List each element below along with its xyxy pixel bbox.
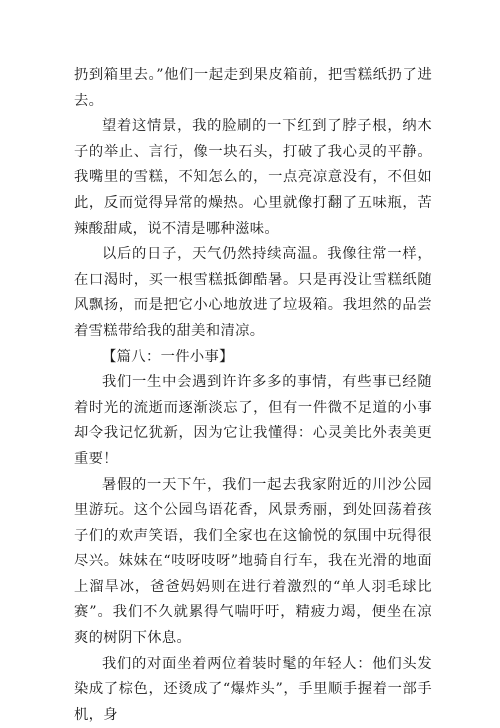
paragraph-body: 我们一生中会遇到许许多多的事情，有些事已经随着时光的流逝而逐渐淡忘了，但有一件微不足道的小事却令我记忆犹新，因为它让我懂得：心灵美比外表美更重要！ [74,374,432,467]
paragraph-continuation: 扔到箱里去。”他们一起走到果皮箱前，把雪糕纸扔了进去。 [74,67,432,109]
paragraph-body: 望着这情景，我的脸刷的一下红到了脖子根，纳木子的举止、言行，像一块石头，打破了我心灵的平静。我嘴里的雪糕，不知怎么的，一点亮凉意没有，不但如此，反而觉得异常的燥热。心里就像打翻了五味瓶，苦辣酸甜咸，说不清是哪种滋味。 [74,118,432,237]
paragraph-body: 以后的日子，天气仍然持续高温。我像往常一样，在口渴时，买一根雪糕抵御酷暑。只是再没让雪糕纸随风飘扬，而是把它小心地放进了垃圾箱。我坦然的品尝着雪糕带给我的甜美和清凉。 [74,246,432,339]
paragraph-body: 暑假的一天下午，我们一起去我家附近的川沙公园里游玩。这个公园鸟语花香，风景秀丽，到处回荡着孩子们的欢声笑语，我们全家也在这愉悦的氛围中玩得很尽兴。妹妹在“吱呀吱呀”地骑自行车，我在光滑的地面上溜旱冰，爸爸妈妈则在进行着激烈的“单人羽毛球比赛”。我们不久就累得气喘吁吁，精疲力竭，便坐在凉爽的树阴下休息。 [74,476,432,647]
paragraph-body: 我们的对面坐着两位着装时髦的年轻人：他们头发染成了棕色，还烫成了“爆炸头”，手里顺手握着一部手机，身 [74,655,432,723]
document-body [74,63,432,728]
section-heading: 【篇八：一件小事】 [102,348,234,365]
